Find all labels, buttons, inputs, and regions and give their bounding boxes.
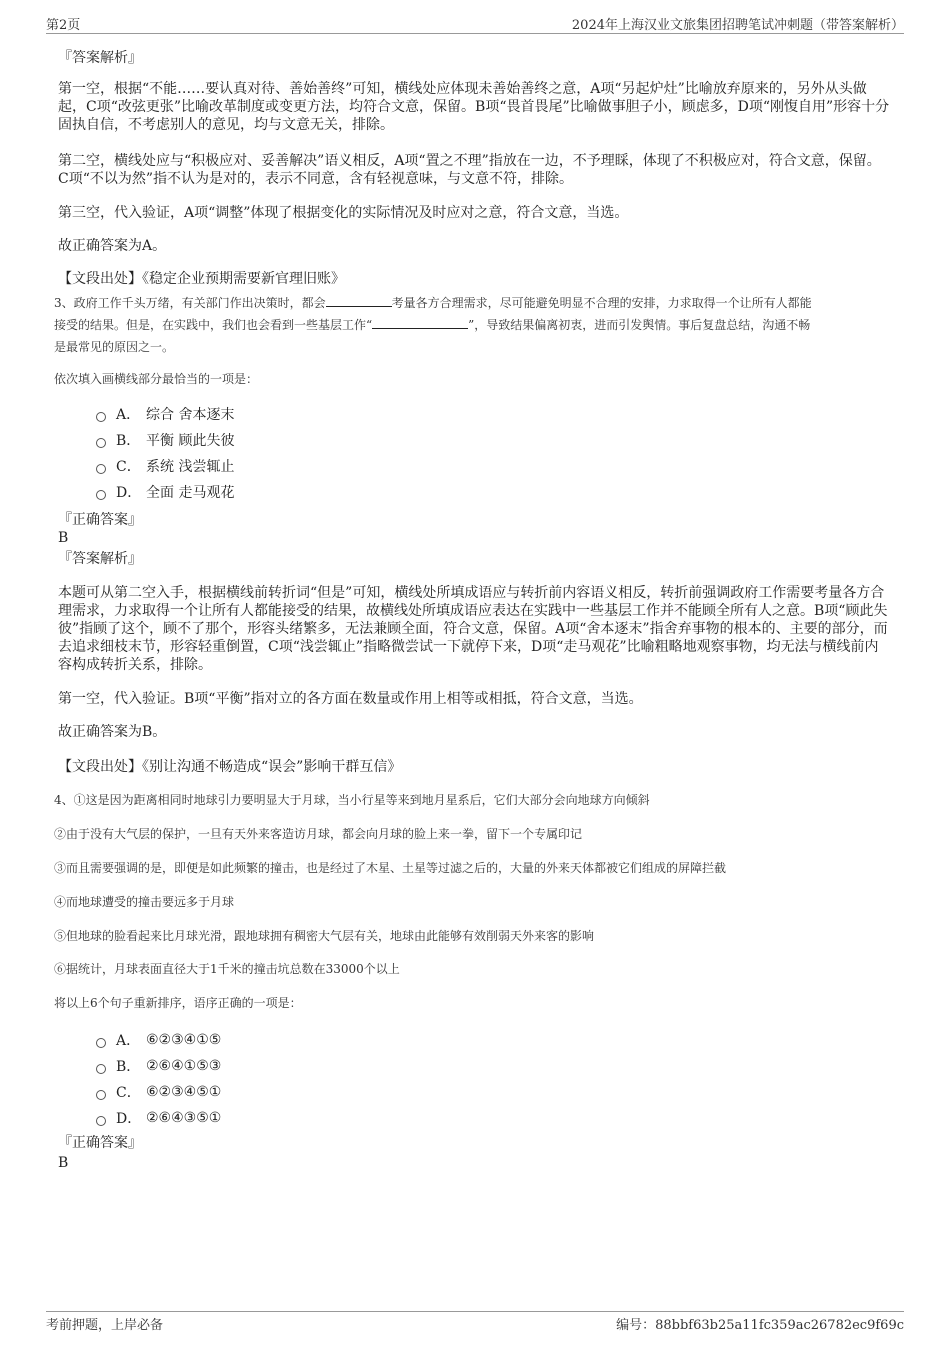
q3-option-b[interactable]: B． 平衡 顾此失彼 [96, 430, 234, 450]
q3-analysis-label: 『答案解析』 [58, 551, 142, 567]
q2-analysis-p1: 第一空，根据“不能……要认真对待、善始善终”可知，横线处应体现未善始善终之意，A项“另起炉灶”比喻放弃原来的，另外从头做起，C项“改弦更张”比喻改革制度或变更方法，均符合文意，保留。B项“畏首畏尾”比喻做事胆子小，顾虑多，D项“刚愎自用”形容十分固执自信，不考虑别人的意见，均与文意无关，排除。 [58, 81, 890, 133]
q3-correct-label: 『正确答案』 [58, 512, 142, 528]
radio-icon[interactable] [96, 438, 106, 448]
q3-option-d[interactable]: D． 全面 走马观花 [96, 482, 234, 502]
page-number: 第2页 [46, 18, 81, 33]
radio-icon[interactable] [96, 1116, 106, 1126]
q3-stem-part5: 是最常见的原因之一。 [54, 340, 175, 354]
q3-stem [54, 292, 904, 358]
q3-blank-2 [372, 314, 468, 329]
q3-analysis-p2: 第一空，代入验证。B项“平衡”指对立的各方面在数量或作用上相等或相抵，符合文意，当选。 [58, 691, 643, 707]
q2-source: 【文段出处】《稳定企业预期需要新官理旧账》 [58, 271, 345, 287]
q4-sentence-4: ④而地球遭受的撞击要远多于月球 [54, 895, 235, 909]
q4-sentence-3: ③而且需要强调的是，即便是如此频繁的撞击，也是经过了木星、土星等过滤之后的，大量的外来天体都被它们组成的屏障拦截 [54, 861, 727, 875]
radio-icon[interactable] [96, 1064, 106, 1074]
q4-option-b[interactable]: B． ②⑥④①⑤③ [96, 1056, 221, 1076]
q4-instruction: 将以上6个句子重新排序，语序正确的一项是： [54, 996, 302, 1010]
radio-icon[interactable] [96, 1038, 106, 1048]
q4-sentence-6: ⑥据统计，月球表面直径大于1千米的撞击坑总数在33000个以上 [54, 962, 400, 976]
q4-sentence-2: ②由于没有大气层的保护，一旦有天外来客造访月球，都会向月球的脸上来一拳，留下一个专属印记 [54, 827, 583, 841]
q4-correct-answer: B [58, 1155, 69, 1171]
q3-option-c[interactable]: C． 系统 浅尝辄止 [96, 456, 234, 476]
q4-sentence-5: ⑤但地球的脸看起来比月球光滑，跟地球拥有稠密大气层有关，地球由此能够有效削弱天外来客的影响 [54, 929, 595, 943]
q3-analysis-p1: 本题可从第二空入手，根据横线前转折词“但是”可知，横线处所填成语应与转折前内容语义相反，转折前强调政府工作需要考量各方合理需求，力求取得一个让所有人都能接受的结果，故横线处所填成语应表达在实践中一些基层工作并不能顾全所有人之意。B项“顾此失彼”指顾了这个，顾不了那个，形容头绪繁多，无法兼顾全面，符合文意，保留。A项“舍本逐末”指舍弃事物的根本的、主要的部分，而去追求细枝末节，形容轻重倒置，C项“浅尝辄止”指略微尝试一下就停下来，D项“走马观花”比喻粗略地观察事物，均无法与横线前内容构成转折关系，排除。 [58, 585, 888, 673]
q3-stem-part1: 3、政府工作千头万绪，有关部门作出决策时，都会 [54, 296, 326, 310]
radio-icon[interactable] [96, 1090, 106, 1100]
q4-option-d[interactable]: D． ②⑥④③⑤① [96, 1108, 221, 1128]
q3-stem-part2: 考量各方合理需求，尽可能避免明显不合理的安排，力求取得一个让所有人都能 [391, 296, 812, 310]
q3-conclusion: 故正确答案为B。 [58, 724, 167, 740]
radio-icon[interactable] [96, 464, 106, 474]
document-title: 2024年上海汉业文旅集团招聘笔试冲刺题（带答案解析） [571, 18, 904, 33]
q3-correct-answer: B [58, 530, 69, 546]
document-serial: 编号：88bbf63b25a11fc359ac26782ec9f69c [616, 1318, 904, 1333]
q2-analysis-label: 『答案解析』 [58, 50, 142, 66]
q3-stem-part3: 接受的结果。但是，在实践中，我们也会看到一些基层工作“ [54, 318, 373, 332]
radio-icon[interactable] [96, 490, 106, 500]
footer-divider [46, 1311, 904, 1312]
q4-correct-label: 『正确答案』 [58, 1135, 142, 1151]
q2-analysis-p2: 第二空，横线处应与“积极应对、妥善解决”语义相反，A项“置之不理”指放在一边，不予理睬，体现了不积极应对，符合文意，保留。C项“不以为然”指不认为是对的，表示不同意，含有轻视意味，与文意不符，排除。 [58, 153, 881, 187]
q4-option-c[interactable]: C． ⑥②③④⑤① [96, 1082, 221, 1102]
q3-option-a[interactable]: A． 综合 舍本逐末 [96, 404, 234, 424]
q4-option-a[interactable]: A． ⑥②③④①⑤ [96, 1030, 221, 1050]
q3-blank-1 [326, 292, 392, 307]
q3-instruction: 依次填入画横线部分最恰当的一项是： [54, 372, 259, 386]
radio-icon[interactable] [96, 412, 106, 422]
q3-stem-part4: ”，导致结果偏离初衷，进而引发舆情。事后复盘总结，沟通不畅 [468, 318, 811, 332]
q2-analysis-p3: 第三空，代入验证，A项“调整”体现了根据变化的实际情况及时应对之意，符合文意，当选。 [58, 205, 629, 221]
q4-sentence-1: 4、①这是因为距离相同时地球引力要明显大于月球，当小行星等来到地月星系后，它们大部分会向地球方向倾斜 [54, 793, 650, 807]
header-divider [46, 33, 904, 34]
q2-conclusion: 故正确答案为A。 [58, 238, 167, 254]
q3-source: 【文段出处】《别让沟通不畅造成“误会”影响干群互信》 [58, 759, 402, 775]
footer-slogan: 考前押题，上岸必备 [46, 1318, 164, 1333]
